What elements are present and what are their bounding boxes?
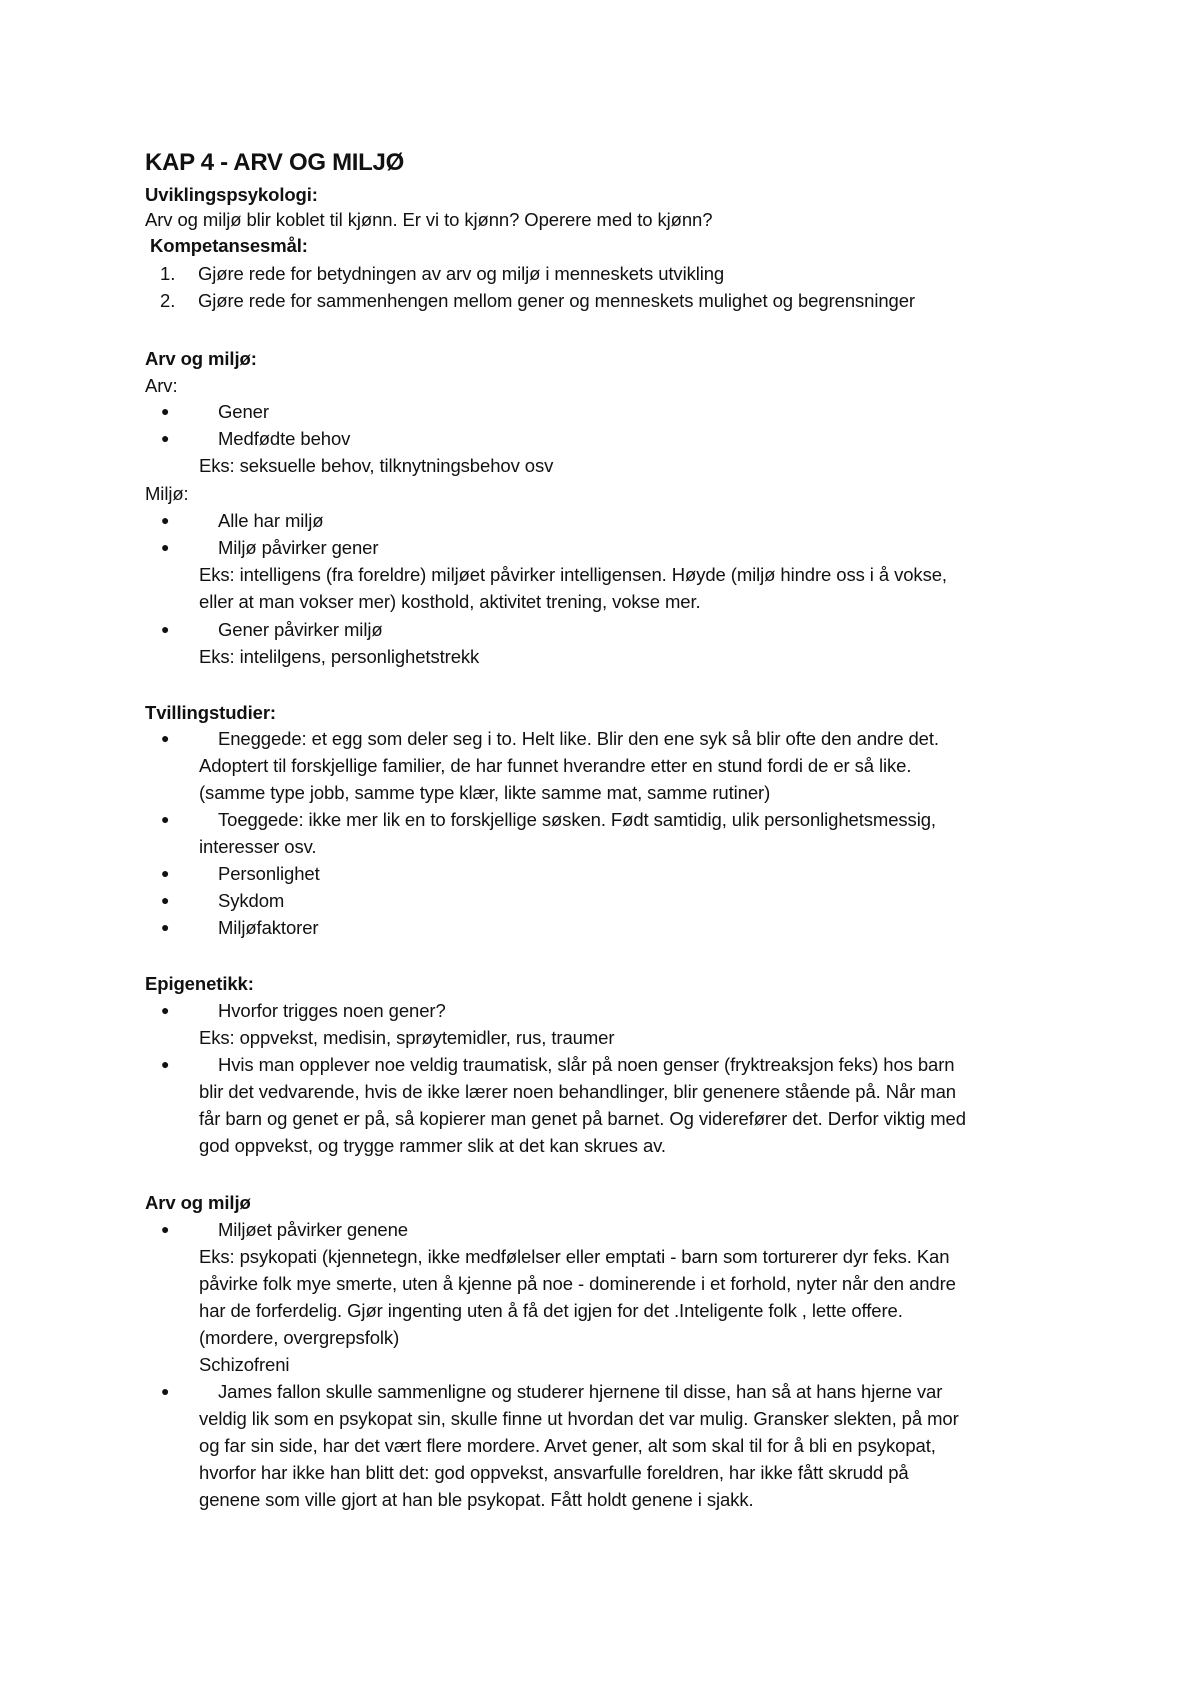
list-item-continuation: interesser osv. [199, 836, 317, 857]
goal-number: 1. [160, 263, 176, 284]
list-item [161, 860, 320, 887]
bullet-icon: ● [161, 1221, 170, 1237]
bullet-icon: ● [161, 430, 170, 446]
list-item-text: Miljø påvirker gener [218, 537, 379, 558]
bullet-icon: ● [161, 621, 170, 637]
example-text: Eks: intelligens (fra foreldre) miljøet påvirker intelligensen. Høyde (miljø hindre oss i å vokse, [199, 564, 947, 585]
list-item [161, 997, 446, 1024]
list-item-continuation: og far sin side, har det vært flere mordere. Arvet gener, alt som skal til for å bli en psykopat, [199, 1435, 936, 1456]
section-heading-epigenetikk: Epigenetikk: [145, 973, 254, 994]
list-item-continuation: Adoptert til forskjellige familier, de har funnet hverandre etter en stund fordi de er så like. [199, 755, 912, 776]
list-item [161, 914, 318, 941]
list-item [161, 425, 350, 452]
list-item [161, 1378, 942, 1405]
section-heading-arv-og-miljo: Arv og miljø: [145, 348, 257, 369]
bullet-icon: ● [161, 539, 170, 555]
example-text: har de forferdelig. Gjør ingenting uten å få det igjen for det .Inteligente folk , lette offere. [199, 1300, 903, 1321]
list-item [161, 725, 939, 752]
list-item [161, 806, 936, 833]
list-item-continuation: (samme type jobb, samme type klær, likte samme mat, samme rutiner) [199, 782, 771, 803]
bullet-icon: ● [161, 512, 170, 528]
list-item-continuation: blir det vedvarende, hvis de ikke lærer noen behandlinger, blir genenere stående på. Når man [199, 1081, 956, 1102]
list-item-continuation: god oppvekst, og trygge rammer slik at det kan skrues av. [199, 1135, 666, 1156]
example-text: Eks: seksuelle behov, tilknytningsbehov osv [199, 455, 554, 476]
list-item [161, 887, 284, 914]
list-item-text: Toeggede: ikke mer lik en to forskjellige søsken. Født samtidig, ulik personlighetsmessig, [218, 809, 936, 830]
list-item [161, 1216, 408, 1243]
goal-text: Gjøre rede for sammenhengen mellom gener og menneskets mulighet og begrensninger [198, 290, 915, 311]
section-heading-tvillingstudier: Tvillingstudier: [145, 702, 276, 723]
list-item-text: Sykdom [218, 890, 285, 911]
example-text: Eks: oppvekst, medisin, sprøytemidler, rus, traumer [199, 1027, 615, 1048]
document-title: KAP 4 - ARV OG MILJØ [145, 149, 404, 176]
list-item-text: Gener [218, 401, 269, 422]
list-item-text: Hvis man opplever noe veldig traumatisk, slår på noen genser (fryktreaksjon feks) hos barn [218, 1054, 955, 1075]
goal-item [160, 260, 724, 287]
bullet-icon: ● [161, 730, 170, 746]
bullet-icon: ● [161, 919, 170, 935]
list-item [161, 1051, 955, 1078]
example-text: Eks: psykopati (kjennetegn, ikke medfølelser eller emptati - barn som torturerer dyr feks. Kan [199, 1246, 950, 1267]
example-text: (mordere, overgrepsfolk) [199, 1327, 400, 1348]
arv-label: Arv: [145, 375, 178, 396]
list-item-text: Gener påvirker miljø [218, 619, 383, 640]
section-heading-uviklingspsykologi: Uviklingspsykologi: [145, 184, 318, 205]
bullet-icon: ● [161, 403, 170, 419]
list-item [161, 398, 269, 425]
list-item-text: Alle har miljø [218, 510, 324, 531]
list-item-text: James fallon skulle sammenligne og studerer hjernene til disse, han så at hans hjerne var [218, 1381, 943, 1402]
bullet-icon: ● [161, 1002, 170, 1018]
intro-text: Arv og miljø blir koblet til kjønn. Er vi to kjønn? Operere med to kjønn? [145, 209, 713, 230]
list-item [161, 507, 324, 534]
goal-number: 2. [160, 290, 176, 311]
section-heading-arv-og-miljo-2: Arv og miljø [145, 1192, 251, 1213]
bullet-icon: ● [161, 865, 170, 881]
list-item-continuation: veldig lik som en psykopat sin, skulle finne ut hvordan det var mulig. Gransker slekten, på mor [199, 1408, 959, 1429]
bullet-icon: ● [161, 811, 170, 827]
list-item-text: Medfødte behov [218, 428, 351, 449]
list-item-continuation: får barn og genet er på, så kopierer man genet på barnet. Og viderefører det. Derfor viktig med [199, 1108, 966, 1129]
list-item-text: Hvorfor trigges noen gener? [218, 1000, 446, 1021]
list-item-text: Eneggede: et egg som deler seg i to. Helt like. Blir den ene syk så blir ofte den andre det. [218, 728, 939, 749]
example-text: eller at man vokser mer) kosthold, aktivitet trening, vokse mer. [199, 591, 701, 612]
list-item [161, 534, 378, 561]
goal-text: Gjøre rede for betydningen av arv og miljø i menneskets utvikling [198, 263, 725, 284]
list-item-text: Miljøet påvirker genene [218, 1219, 408, 1240]
bullet-icon: ● [161, 1383, 170, 1399]
miljo-label: Miljø: [145, 483, 189, 504]
bullet-icon: ● [161, 892, 170, 908]
example-text: påvirke folk mye smerte, uten å kjenne på noe - dominerende i et forhold, nyter når den andre [199, 1273, 956, 1294]
list-item-text: Miljøfaktorer [218, 917, 319, 938]
list-item-continuation: hvorfor har ikke han blitt det: god oppvekst, ansvarfulle foreldren, har ikke fått skrudd på [199, 1462, 909, 1483]
example-text: Schizofreni [199, 1354, 290, 1375]
list-item-text: Personlighet [218, 863, 320, 884]
competence-heading: Kompetansesmål: [150, 235, 308, 256]
example-text: Eks: intelilgens, personlighetstrekk [199, 646, 480, 667]
bullet-icon: ● [161, 1056, 170, 1072]
list-item [161, 616, 383, 643]
goal-item [160, 287, 915, 314]
list-item-continuation: genene som ville gjort at han ble psykopat. Fått holdt genene i sjakk. [199, 1489, 754, 1510]
